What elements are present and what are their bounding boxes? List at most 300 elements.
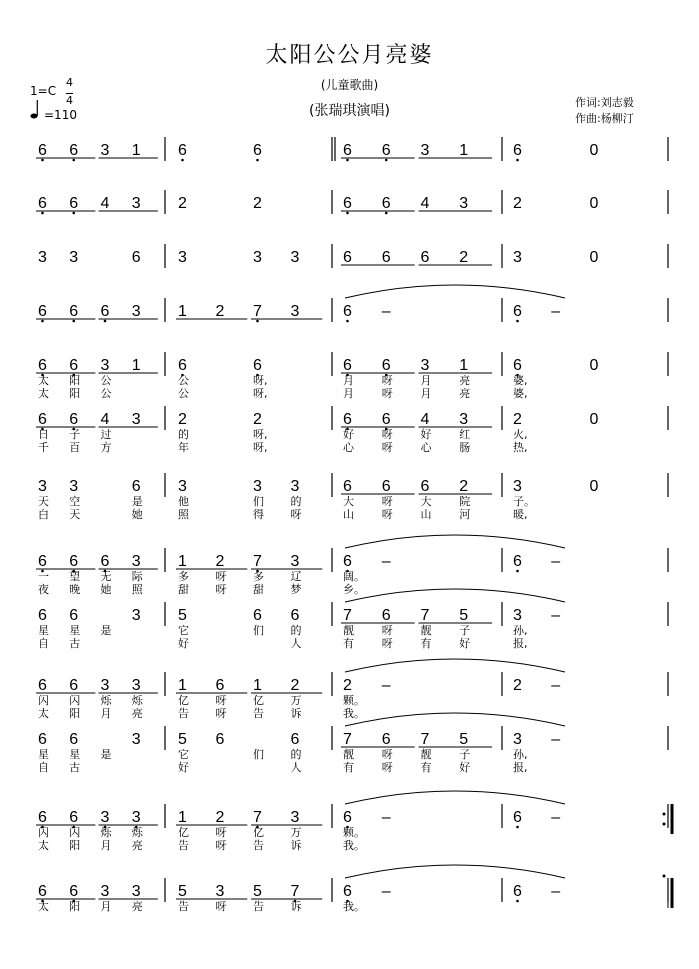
note-digit: 5	[459, 607, 469, 624]
note-digit: 5	[459, 731, 469, 748]
note-digit: 3	[100, 357, 110, 374]
note-digit: 3	[513, 478, 522, 495]
lyric-char: 阳	[69, 707, 81, 720]
note-digit: 3	[459, 195, 469, 212]
lyric-char: 呀	[381, 761, 393, 774]
note-digit: 3	[131, 411, 141, 428]
note-digit: –	[551, 731, 561, 748]
lyric-char: 人	[290, 761, 302, 774]
note-digit: 3	[131, 809, 141, 826]
note-digit: 3	[290, 478, 300, 495]
lyric-char: 得	[253, 508, 264, 521]
octave-dot	[346, 159, 349, 162]
note-digit: 3	[253, 478, 262, 495]
note-digit: 6	[38, 357, 47, 374]
note-digit: 1	[178, 677, 187, 694]
note-digit: 3	[513, 607, 522, 624]
note-digit: 6	[343, 478, 352, 495]
note-digit: 3	[131, 303, 141, 320]
note-digit: 4	[100, 411, 110, 428]
lyric-char: 际	[131, 570, 143, 583]
note-digit: 3	[131, 195, 141, 212]
lyric-char: 月	[100, 839, 112, 852]
note-digit: 6	[513, 809, 522, 826]
lyric-char: 万	[290, 694, 302, 707]
note-digit: 6	[69, 195, 79, 212]
octave-dot	[72, 320, 75, 323]
lyric-char: 呀	[215, 694, 227, 707]
note-digit: 2	[459, 249, 469, 266]
dot	[663, 875, 666, 878]
lyric-char: 天	[38, 495, 49, 508]
note-digit: 1	[178, 809, 187, 826]
note-digit: 6	[513, 553, 522, 570]
note-digit: 6	[38, 809, 47, 826]
note-digit: 6	[38, 883, 47, 900]
lyric-char: 们	[253, 624, 264, 637]
lyric-char: 好	[420, 428, 432, 441]
note-digit: 5	[178, 731, 187, 748]
octave-dot	[41, 212, 44, 215]
note-digit: 6	[343, 553, 352, 570]
lyric-char: 是	[100, 624, 112, 637]
note-digit: 6	[343, 142, 352, 159]
lyric-char: 孙,	[513, 748, 528, 761]
lyric-char: 烁	[100, 694, 112, 707]
lyric-char: 亮	[131, 839, 143, 852]
note-digit: 6	[343, 883, 352, 900]
note-digit: 3	[420, 142, 430, 159]
lyric-char: 呀	[381, 428, 393, 441]
note-digit: 6	[343, 195, 352, 212]
note-digit: 5	[178, 883, 187, 900]
lyric-char: 热,	[513, 441, 528, 454]
note-digit: 6	[69, 357, 79, 374]
lyric-char: 有	[420, 637, 432, 650]
lyric-char: 照	[131, 583, 143, 596]
note-digit: 3	[131, 883, 141, 900]
lyricist-credit: 作词:刘志毅	[575, 96, 634, 109]
lyric-char: 告	[178, 839, 189, 852]
lyric-char: 肠	[459, 441, 471, 454]
note-digit: 7	[253, 553, 262, 570]
note-digit: 6	[69, 303, 79, 320]
lyric-char: 靓	[420, 624, 432, 637]
note-digit: –	[551, 809, 561, 826]
composer-credit: 作曲:杨柳汀	[575, 112, 634, 125]
lyric-char: 烁	[131, 826, 143, 839]
lyric-char: 报,	[513, 761, 528, 774]
lyric-char: 告	[253, 839, 264, 852]
lyric-char: 靓	[343, 624, 354, 637]
lyric-char: 诉	[290, 839, 302, 852]
lyric-char: 红	[459, 428, 471, 441]
note-digit: 7	[253, 809, 262, 826]
note-digit: 6	[69, 677, 79, 694]
lyric-char: 无	[100, 570, 112, 583]
note-digit: 6	[100, 303, 110, 320]
note-digit: 6	[513, 883, 522, 900]
note-digit: 6	[178, 357, 187, 374]
note-digit: 2	[215, 553, 225, 570]
lyric-char: 呀	[381, 495, 393, 508]
lyric-char: 子	[69, 428, 81, 441]
tempo-marking: =110	[44, 108, 77, 122]
lyric-char: 它	[178, 748, 189, 761]
note-digit: 2	[290, 677, 300, 694]
slur	[345, 865, 565, 878]
lyric-char: 好	[343, 428, 354, 441]
note-digit: –	[551, 303, 561, 320]
lyric-char: 的	[290, 495, 302, 508]
note-digit: 6	[343, 809, 352, 826]
note-digit: 3	[290, 249, 300, 266]
note-digit: 7	[253, 303, 262, 320]
note-digit: 1	[459, 142, 469, 159]
octave-dot	[72, 159, 75, 162]
note-digit: 1	[131, 142, 141, 159]
lyric-char: 百	[69, 441, 81, 454]
repeat-dot	[663, 823, 666, 826]
lyric-char: 好	[459, 637, 471, 650]
note-digit: 3	[69, 478, 79, 495]
note-digit: 6	[215, 677, 225, 694]
note-digit: 6	[381, 249, 391, 266]
lyric-char: 公	[178, 387, 189, 400]
note-digit: 6	[69, 731, 79, 748]
lyric-char: 的	[290, 624, 302, 637]
lyric-char: 公	[178, 374, 189, 387]
note-digit: 0	[589, 195, 599, 212]
lyric-char: 他	[178, 495, 189, 508]
lyric-char: 她	[100, 583, 112, 596]
lyric-char: 自	[38, 761, 49, 774]
octave-dot	[104, 320, 107, 323]
lyric-char: 日	[38, 428, 49, 441]
performer: (张瑞琪演唱)	[309, 103, 390, 119]
lyric-char: 闪	[69, 694, 81, 707]
note-digit: 3	[38, 478, 47, 495]
octave-dot	[516, 159, 519, 162]
note-digit: 3	[100, 677, 110, 694]
note-digit: 3	[38, 249, 47, 266]
note-digit: 1	[178, 553, 187, 570]
repeat-dot	[663, 813, 666, 816]
note-digit: 6	[343, 357, 352, 374]
note-digit: 6	[38, 607, 47, 624]
note-digit: 6	[38, 731, 47, 748]
lyric-char: 呀	[381, 624, 393, 637]
note-digit: 3	[513, 249, 522, 266]
lyric-char: 心	[343, 441, 354, 454]
lyric-char: 阔。	[343, 570, 365, 583]
note-digit: –	[551, 553, 561, 570]
slur	[345, 713, 565, 726]
note-digit: 3	[178, 249, 187, 266]
lyric-char: 婆,	[513, 387, 528, 400]
note-digit: 3	[178, 478, 187, 495]
lyric-char: 我。	[343, 900, 365, 913]
lyric-char: 人	[290, 637, 302, 650]
lyric-char: 甜	[253, 583, 264, 596]
note-digit: 6	[343, 303, 352, 320]
note-digit: 6	[381, 142, 391, 159]
note-digit: 6	[290, 731, 300, 748]
lyric-char: 白	[38, 508, 49, 521]
octave-dot	[516, 826, 519, 829]
note-digit: –	[551, 883, 561, 900]
note-digit: 2	[178, 411, 187, 428]
lyric-char: 呀,	[253, 374, 268, 387]
note-digit: –	[551, 607, 561, 624]
note-digit: 6	[69, 607, 79, 624]
lyric-char: 呀	[215, 826, 227, 839]
lyric-char: 是	[100, 748, 112, 761]
lyric-char: 方	[100, 441, 112, 454]
note-digit: 5	[178, 607, 187, 624]
octave-dot	[516, 570, 519, 573]
lyric-char: 太	[38, 387, 49, 400]
note-digit: 0	[589, 249, 599, 266]
lyric-char: 的	[290, 748, 302, 761]
note-digit: 2	[513, 677, 522, 694]
lyric-char: 乡。	[343, 583, 365, 596]
lyric-char: 诉	[290, 707, 302, 720]
lyric-char: 万	[290, 826, 302, 839]
lyric-char: 告	[178, 900, 189, 913]
lyric-char: 一	[38, 570, 49, 583]
note-digit: 6	[513, 357, 522, 374]
lyric-char: 星	[38, 624, 49, 637]
note-digit: 7	[420, 731, 430, 748]
lyric-char: 婆,	[513, 374, 528, 387]
note-digit: 7	[420, 607, 430, 624]
note-digit: 7	[343, 607, 352, 624]
lyric-char: 呀	[381, 387, 393, 400]
note-digit: 1	[253, 677, 262, 694]
note-digit: 2	[215, 303, 225, 320]
lyric-char: 呀	[215, 583, 227, 596]
note-digit: 3	[290, 303, 300, 320]
lyric-char: 我。	[343, 839, 365, 852]
note-digit: 3	[253, 249, 262, 266]
lyric-char: 们	[253, 495, 264, 508]
note-digit: 6	[38, 142, 47, 159]
lyric-char: 星	[38, 748, 49, 761]
note-digit: 0	[589, 357, 599, 374]
lyric-char: 太	[38, 707, 49, 720]
lyric-char: 年	[178, 441, 189, 454]
octave-dot	[41, 159, 44, 162]
note-digit: 3	[69, 249, 79, 266]
lyric-char: 千	[38, 441, 49, 454]
note-digit: 2	[215, 809, 225, 826]
note-digit: 3	[290, 553, 300, 570]
note-digit: 6	[38, 195, 47, 212]
lyric-char: 太	[38, 900, 49, 913]
octave-dot	[385, 159, 388, 162]
lyric-char: 呀	[215, 707, 227, 720]
note-digit: 6	[131, 249, 141, 266]
note-digit: 0	[589, 411, 599, 428]
note-digit: 3	[459, 411, 469, 428]
note-digit: 3	[100, 809, 110, 826]
lyric-char: 晚	[69, 583, 81, 596]
lyric-char: 有	[420, 761, 432, 774]
note-digit: 6	[38, 303, 47, 320]
lyric-char: 亿	[178, 826, 189, 839]
lyric-char: 公	[100, 387, 112, 400]
lyric-char: 大	[420, 495, 432, 508]
note-digit: 6	[420, 478, 430, 495]
lyric-char: 辽	[290, 570, 302, 583]
lyric-char: 天	[69, 508, 81, 521]
lyric-char: 古	[69, 637, 81, 650]
note-digit: 6	[38, 411, 47, 428]
octave-dot	[41, 320, 44, 323]
slur	[345, 535, 565, 548]
lyric-char: 告	[253, 900, 264, 913]
lyric-char: 呀,	[253, 441, 268, 454]
note-digit: 6	[381, 195, 391, 212]
lyric-char: 呀	[381, 637, 393, 650]
note-digit: 3	[215, 883, 225, 900]
note-digit: 4	[420, 195, 430, 212]
lyric-char: 亮	[131, 707, 143, 720]
note-digit: 6	[420, 249, 430, 266]
lyric-char: 靓	[343, 748, 354, 761]
octave-dot	[256, 320, 259, 323]
lyric-char: 烁	[131, 694, 143, 707]
lyric-char: 告	[253, 707, 264, 720]
lyric-char: 好	[459, 761, 471, 774]
note-digit: –	[381, 303, 391, 320]
note-digit: 3	[420, 357, 430, 374]
lyric-char: 院	[459, 495, 471, 508]
lyric-char: 亮	[459, 387, 471, 400]
note-digit: 7	[343, 731, 352, 748]
song-subtitle: (儿童歌曲)	[320, 78, 379, 92]
note-digit: –	[551, 677, 561, 694]
note-digit: 6	[38, 553, 47, 570]
note-digit: 2	[513, 411, 522, 428]
note-digit: 3	[290, 809, 300, 826]
note-digit: 6	[343, 411, 352, 428]
note-digit: 3	[131, 731, 141, 748]
note-digit: 6	[513, 303, 522, 320]
octave-dot	[385, 212, 388, 215]
note-digit: 6	[178, 142, 187, 159]
note-digit: 6	[513, 142, 522, 159]
lyric-char: 山	[343, 508, 354, 521]
lyric-char: 河	[459, 508, 471, 521]
note-digit: –	[381, 553, 391, 570]
lyric-char: 月	[100, 707, 112, 720]
slur	[345, 589, 565, 602]
lyric-char: 夜	[38, 583, 49, 596]
note-digit: 2	[253, 411, 262, 428]
lyric-char: 呀,	[253, 428, 268, 441]
time-signature-unit: 4	[66, 94, 73, 107]
lyric-char: 多	[178, 570, 189, 583]
note-digit: 6	[381, 357, 391, 374]
lyric-char: 呀	[215, 570, 227, 583]
lyric-char: 阳	[69, 387, 81, 400]
note-digit: 3	[131, 607, 141, 624]
lyric-char: 阳	[69, 374, 81, 387]
lyric-char: 火,	[513, 428, 528, 441]
note-digit: 6	[131, 478, 141, 495]
lyric-char: 呀	[215, 900, 227, 913]
note-digit: 6	[253, 607, 262, 624]
lyric-char: 它	[178, 624, 189, 637]
lyric-char: 月	[100, 900, 112, 913]
slur	[345, 659, 565, 672]
time-signature-beats: 4	[66, 76, 73, 89]
lyric-char: 太	[38, 839, 49, 852]
note-digit: 3	[131, 553, 141, 570]
lyric-char: 大	[343, 495, 354, 508]
lyric-char: 有	[343, 761, 354, 774]
lyric-char: 照	[178, 508, 189, 521]
lyric-char: 亿	[178, 694, 189, 707]
key-signature: 1=C	[30, 84, 57, 98]
note-digit: –	[381, 883, 391, 900]
slur	[345, 791, 565, 804]
note-digit: 6	[253, 357, 262, 374]
lyric-char: 孙,	[513, 624, 528, 637]
lyric-char: 月	[420, 374, 432, 387]
lyric-char: 们	[253, 748, 264, 761]
lyric-char: 亿	[253, 694, 264, 707]
note-digit: 1	[459, 357, 469, 374]
lyric-char: 有	[343, 637, 354, 650]
note-digit: –	[381, 677, 391, 694]
lyric-char: 子	[459, 748, 471, 761]
lyric-char: 望	[69, 570, 81, 583]
lyric-char: 月	[420, 387, 432, 400]
note-digit: 7	[290, 883, 300, 900]
lyric-char: 呀,	[253, 387, 268, 400]
lyric-char: 靓	[420, 748, 432, 761]
note-digit: 6	[38, 677, 47, 694]
lyric-char: 星	[69, 748, 81, 761]
lyric-char: 月	[343, 387, 354, 400]
note-digit: 6	[381, 478, 391, 495]
octave-dot	[181, 159, 184, 162]
note-digit: 2	[459, 478, 469, 495]
note-digit: 6	[290, 607, 300, 624]
note-digit: 6	[69, 553, 79, 570]
note-digit: 1	[131, 357, 141, 374]
lyric-char: 烁	[100, 826, 112, 839]
note-digit: 6	[253, 142, 262, 159]
lyric-char: 阳	[69, 839, 81, 852]
note-digit: 2	[253, 195, 262, 212]
lyric-char: 颗。	[343, 694, 365, 707]
octave-dot	[346, 212, 349, 215]
lyric-char: 呀	[215, 839, 227, 852]
lyric-char: 甜	[178, 583, 189, 596]
lyric-char: 诉	[290, 900, 302, 913]
note-digit: 3	[131, 677, 141, 694]
note-digit: 0	[589, 142, 599, 159]
lyric-char: 呀	[290, 508, 302, 521]
note-digit: 6	[381, 607, 391, 624]
lyric-char: 亿	[253, 826, 264, 839]
note-digit: 6	[100, 553, 110, 570]
lyric-char: 她	[131, 508, 143, 521]
